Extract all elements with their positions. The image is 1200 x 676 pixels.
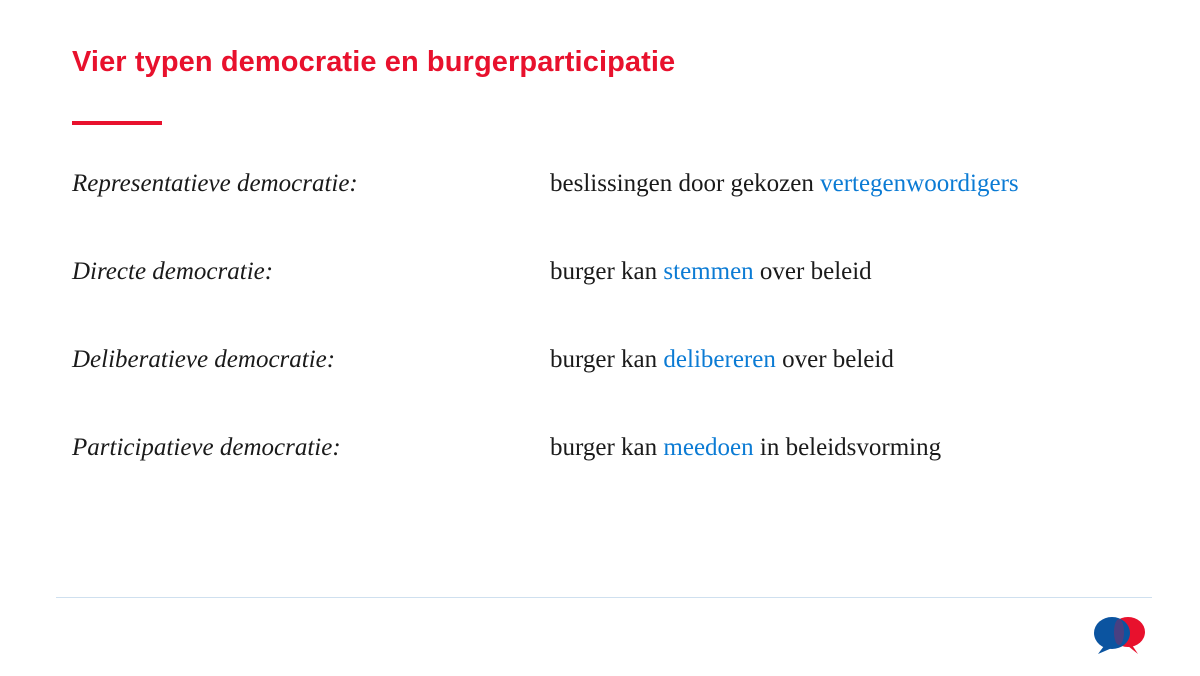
description-keyword: delibereren bbox=[663, 346, 776, 373]
description-text bbox=[550, 258, 872, 286]
list-item bbox=[72, 346, 1172, 434]
description-keyword: stemmen bbox=[663, 258, 754, 285]
page-title: Vier typen democratie en burgerparticipatie bbox=[72, 46, 676, 78]
description-suffix: over beleid bbox=[775, 346, 894, 373]
description-prefix: burger kan bbox=[550, 434, 664, 461]
footer-divider bbox=[56, 597, 1152, 598]
list-item bbox=[72, 434, 1172, 522]
description-text bbox=[550, 170, 1019, 198]
description-text bbox=[550, 346, 894, 374]
description-keyword: vertegenwoordigers bbox=[820, 170, 1019, 197]
term-label: Deliberatieve democratie: bbox=[72, 346, 336, 373]
description-suffix: in beleidsvorming bbox=[753, 434, 942, 461]
description-prefix: burger kan bbox=[550, 258, 664, 285]
definition-list bbox=[72, 170, 1172, 522]
term-label: Representatieve democratie: bbox=[72, 170, 358, 197]
description-text bbox=[550, 434, 941, 462]
speech-bubbles-logo-icon bbox=[1088, 614, 1152, 654]
term-label: Directe democratie: bbox=[72, 258, 274, 285]
description-prefix: burger kan bbox=[550, 346, 664, 373]
description-keyword: meedoen bbox=[663, 434, 754, 461]
description-prefix: beslissingen door gekozen bbox=[550, 170, 821, 197]
description-suffix: over beleid bbox=[753, 258, 872, 285]
title-underline-rule bbox=[72, 121, 162, 125]
term-label: Participatieve democratie: bbox=[72, 434, 341, 461]
list-item bbox=[72, 258, 1172, 346]
list-item bbox=[72, 170, 1172, 258]
